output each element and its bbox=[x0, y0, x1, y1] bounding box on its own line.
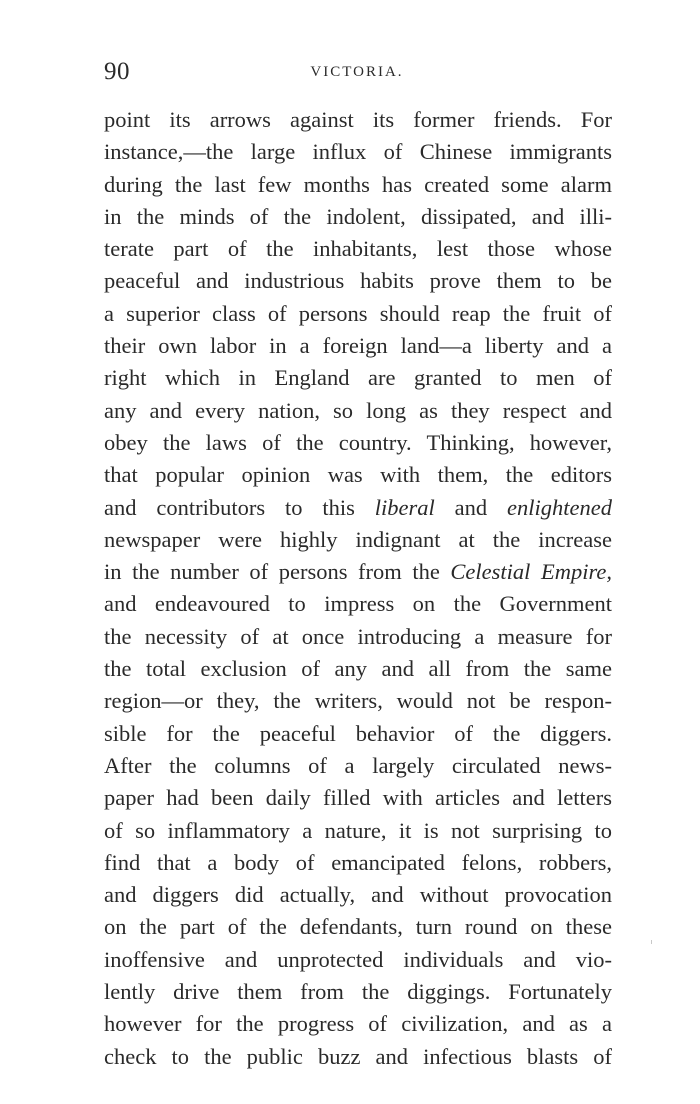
text-segment: sible for the peaceful behavior of the diggers. bbox=[104, 720, 612, 746]
text-line bbox=[104, 718, 612, 750]
margin-mark bbox=[651, 940, 652, 944]
text-segment: in the minds of the indolent, dissipated, and illi- bbox=[104, 203, 612, 229]
italic-text: Celestial Empire, bbox=[450, 559, 612, 585]
text-line bbox=[104, 362, 612, 394]
text-segment: and diggers did actually, and without provocation bbox=[104, 882, 612, 908]
text-segment: point its arrows against its former friends. For bbox=[104, 107, 612, 132]
running-head bbox=[104, 58, 610, 88]
text-line bbox=[104, 1041, 612, 1073]
text-segment: their own labor in a foreign land—a liberty and a bbox=[104, 333, 612, 359]
text-line bbox=[104, 782, 612, 814]
text-segment: and bbox=[434, 494, 508, 520]
text-line bbox=[104, 621, 612, 653]
text-segment: on the part of the defendants, turn round on these bbox=[104, 914, 612, 940]
text-segment: and endeavoured to impress on the Government bbox=[104, 591, 612, 617]
text-line bbox=[104, 556, 612, 588]
text-segment: region—or they, the writers, would not be respon- bbox=[104, 688, 612, 714]
text-line bbox=[104, 459, 612, 491]
text-segment: terate part of the inhabitants, lest those whose bbox=[104, 236, 612, 262]
text-line bbox=[104, 653, 612, 685]
text-line bbox=[104, 298, 612, 330]
text-segment: and contributors to this bbox=[104, 494, 375, 520]
text-line bbox=[104, 104, 612, 136]
text-line bbox=[104, 1008, 612, 1040]
text-segment: newspaper were highly indignant at the increase bbox=[104, 526, 612, 552]
text-segment: peaceful and industrious habits prove them to be bbox=[104, 268, 612, 294]
text-segment: obey the laws of the country. Thinking, however, bbox=[104, 429, 612, 455]
text-line bbox=[104, 815, 612, 847]
text-line bbox=[104, 136, 612, 168]
text-segment: the necessity of at once introducing a measure for bbox=[104, 623, 612, 649]
text-segment: inoffensive and unprotected individuals and vio- bbox=[104, 946, 612, 972]
text-line bbox=[104, 395, 612, 427]
text-line bbox=[104, 330, 612, 362]
text-segment: After the columns of a largely circulated news- bbox=[104, 752, 612, 778]
text-line bbox=[104, 524, 612, 556]
text-segment: find that a body of emancipated felons, robbers, bbox=[104, 849, 612, 875]
text-line bbox=[104, 588, 612, 620]
body-text bbox=[104, 104, 612, 1073]
running-title: VICTORIA. bbox=[310, 64, 404, 80]
page-number: 90 bbox=[104, 58, 130, 85]
text-segment: any and every nation, so long as they respect and bbox=[104, 397, 612, 423]
text-line bbox=[104, 911, 612, 943]
text-line bbox=[104, 169, 612, 201]
text-segment: right which in England are granted to men of bbox=[104, 365, 612, 391]
text-line bbox=[104, 879, 612, 911]
text-segment: that popular opinion was with them, the editors bbox=[104, 462, 612, 488]
text-segment: paper had been daily filled with articles and letters bbox=[104, 785, 612, 811]
italic-text: liberal bbox=[374, 494, 435, 520]
text-segment: however for the progress of civilization, and as a bbox=[104, 1011, 612, 1037]
italic-text: enlightened bbox=[507, 494, 612, 520]
text-line bbox=[104, 201, 612, 233]
text-line bbox=[104, 685, 612, 717]
text-line bbox=[104, 492, 612, 524]
text-line bbox=[104, 233, 612, 265]
text-line bbox=[104, 427, 612, 459]
text-segment: the total exclusion of any and all from the same bbox=[104, 656, 612, 682]
text-line bbox=[104, 750, 612, 782]
text-segment: lently drive them from the diggings. Fortunately bbox=[104, 979, 612, 1005]
text-segment: a superior class of persons should reap the fruit of bbox=[104, 300, 612, 326]
text-line bbox=[104, 976, 612, 1008]
text-segment: during the last few months has created some alarm bbox=[104, 171, 612, 197]
text-segment: check to the public buzz and infectious blasts of bbox=[104, 1043, 612, 1069]
text-segment: instance,—the large influx of Chinese immigrants bbox=[104, 139, 612, 165]
text-line bbox=[104, 265, 612, 297]
text-line bbox=[104, 847, 612, 879]
text-segment: of so inflammatory a nature, it is not surprising to bbox=[104, 817, 612, 843]
text-line bbox=[104, 944, 612, 976]
text-segment: in the number of persons from the bbox=[104, 559, 451, 585]
